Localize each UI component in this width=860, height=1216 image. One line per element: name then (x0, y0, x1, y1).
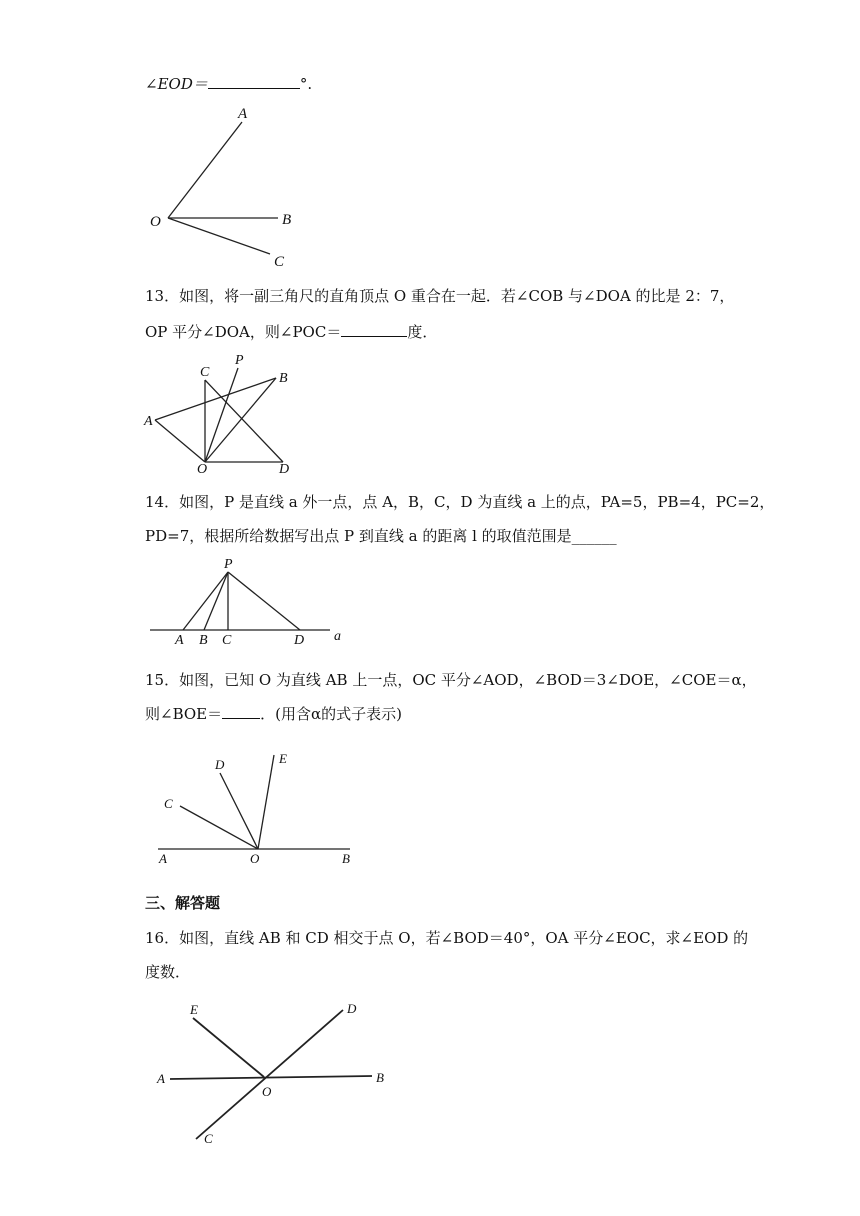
fig15-label-e: E (279, 751, 287, 766)
fig16-label-c: C (204, 1131, 213, 1146)
q16-line1: 16．如图，直线 AB 和 CD 相交于点 O，若∠BOD＝40°，OA 平分∠EOC，求∠EOD 的 (145, 929, 749, 947)
q16-line2: 度数． (145, 963, 191, 981)
q13-line2-prefix: OP 平分∠DOA，则∠POC＝ (145, 323, 342, 341)
fig13-label-d: D (279, 462, 290, 477)
fig14-label-a: A (175, 633, 184, 648)
fig13-label-c: C (200, 365, 210, 380)
fig13-label-a: A (144, 414, 153, 429)
fig15-label-o: O (250, 851, 260, 866)
q14-line1: 14．如图，P 是直线 a 外一点，点 A，B，C，D 为直线 a 上的点，PA=5，PB=4，PC=2， (145, 493, 775, 511)
fig16-label-a: A (157, 1071, 165, 1086)
fig14-label-line-a: a (334, 629, 341, 644)
fig16-label-e: E (190, 1002, 198, 1017)
fig13-label-b: B (279, 371, 288, 386)
q15-line2-suffix: ．(用含α的式子表示) (260, 705, 402, 723)
q12-prefix: ∠EOD＝ (145, 75, 208, 93)
q13-line2-suffix: 度． (407, 323, 438, 341)
fig16-line-cd (196, 1010, 343, 1139)
fig14-label-c: C (222, 633, 232, 648)
q14-line2: PD=7，根据所给数据写出点 P 到直线 a 的距离 l 的取值范围是______ (145, 527, 617, 545)
fig16-line-ab (170, 1076, 372, 1079)
q15-line2-prefix: 则∠BOE＝ (145, 705, 223, 723)
section-heading: 三、解答题 (145, 894, 221, 912)
fig12-label-o: O (150, 214, 161, 230)
fig15-label-c: C (164, 796, 173, 811)
fig14-label-b: B (199, 633, 208, 648)
fig15-label-a: A (159, 851, 167, 866)
q13-line1: 13．如图，将一副三角尺的直角顶点 O 重合在一起．若∠COB 与∠DOA 的比是 2：7， (145, 287, 735, 305)
fig14-label-d: D (294, 633, 305, 648)
fig13-label-o: O (197, 462, 208, 477)
fig15-label-b: B (342, 851, 350, 866)
fig12-label-c: C (274, 254, 285, 270)
fig12-label-a: A (238, 106, 248, 122)
fig14-label-p: P (224, 557, 233, 572)
fig16-label-d: D (347, 1001, 357, 1016)
fig16-label-b: B (376, 1070, 384, 1085)
q12-suffix: °. (299, 75, 313, 93)
q15-line1: 15．如图，已知 O 为直线 AB 上一点，OC 平分∠AOD，∠BOD＝3∠DOE，∠COE＝α， (145, 671, 757, 689)
fig16-ray-oe (193, 1018, 264, 1077)
fig13-label-p: P (235, 353, 244, 368)
fig16-label-o: O (262, 1084, 272, 1099)
fig12-label-b: B (282, 212, 292, 228)
fig15-label-d: D (215, 757, 225, 772)
